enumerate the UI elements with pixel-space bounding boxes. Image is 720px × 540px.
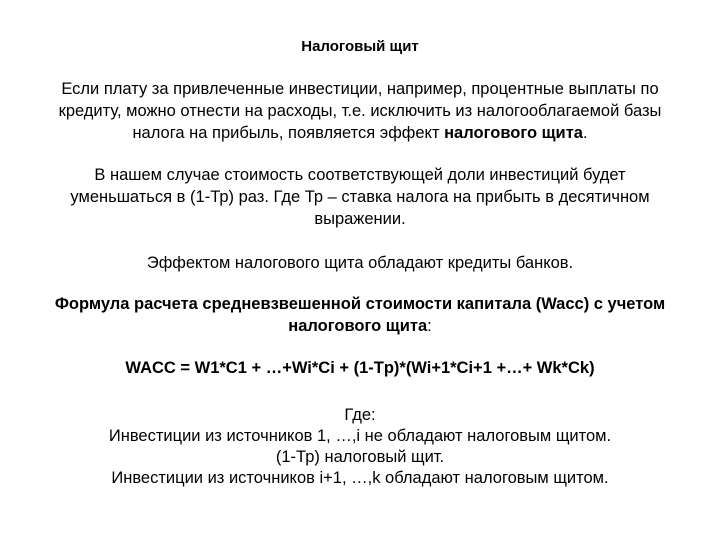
- paragraph-line: Формула расчета средневзвешенной стоимости капитала (Wacc) с учетом: [54, 295, 666, 313]
- paragraph-line: [20, 315, 700, 337]
- paragraph-formula-heading: [20, 293, 700, 337]
- legend-line: Где:: [344, 406, 376, 424]
- legend-line: Инвестиции из источников i+1, …,k обладают налоговым щитом.: [111, 469, 609, 487]
- text-segment: .: [582, 124, 588, 142]
- legend-line: Инвестиции из источников 1, …,i не обладают налоговым щитом.: [108, 427, 612, 445]
- legend-line: (1-Тр) налоговый щит.: [275, 448, 445, 466]
- paragraph-line: кредиту, можно отнести на расходы, т.е. исключить из налогооблагаемой базы: [58, 102, 662, 120]
- text-segment: налога на прибыль, появляется эффект: [132, 124, 445, 142]
- paragraph-line: уменьшаться в (1-Тр) раз. Где Тр – ставка налога на прибыть в десятичном: [70, 188, 650, 206]
- paragraph-cost-reduction: [20, 164, 700, 230]
- paragraph-line: В нашем случае стоимость соответствующей доли инвестиций будет: [94, 166, 626, 184]
- slide-title: Налоговый щит: [301, 38, 419, 55]
- paragraph-line: Если плату за привлеченные инвестиции, например, процентные выплаты по: [61, 80, 659, 98]
- wacc-formula: WACC = W1*C1 + …+Wi*Ci + (1-Tp)*(Wi+1*Ci+1 +…+ Wk*Ck): [125, 359, 595, 377]
- paragraph-tax-shield-definition: [20, 78, 700, 144]
- paragraph-bank-credits: Эффектом налогового щита обладают кредиты банков.: [146, 254, 574, 272]
- bold-term: налогового щита: [288, 317, 428, 335]
- formula-legend: [20, 405, 700, 489]
- paragraph-line: выражении.: [314, 210, 406, 228]
- bold-term: налогового щита: [444, 124, 583, 142]
- paragraph-line: [20, 122, 700, 144]
- text-segment: :: [427, 317, 432, 335]
